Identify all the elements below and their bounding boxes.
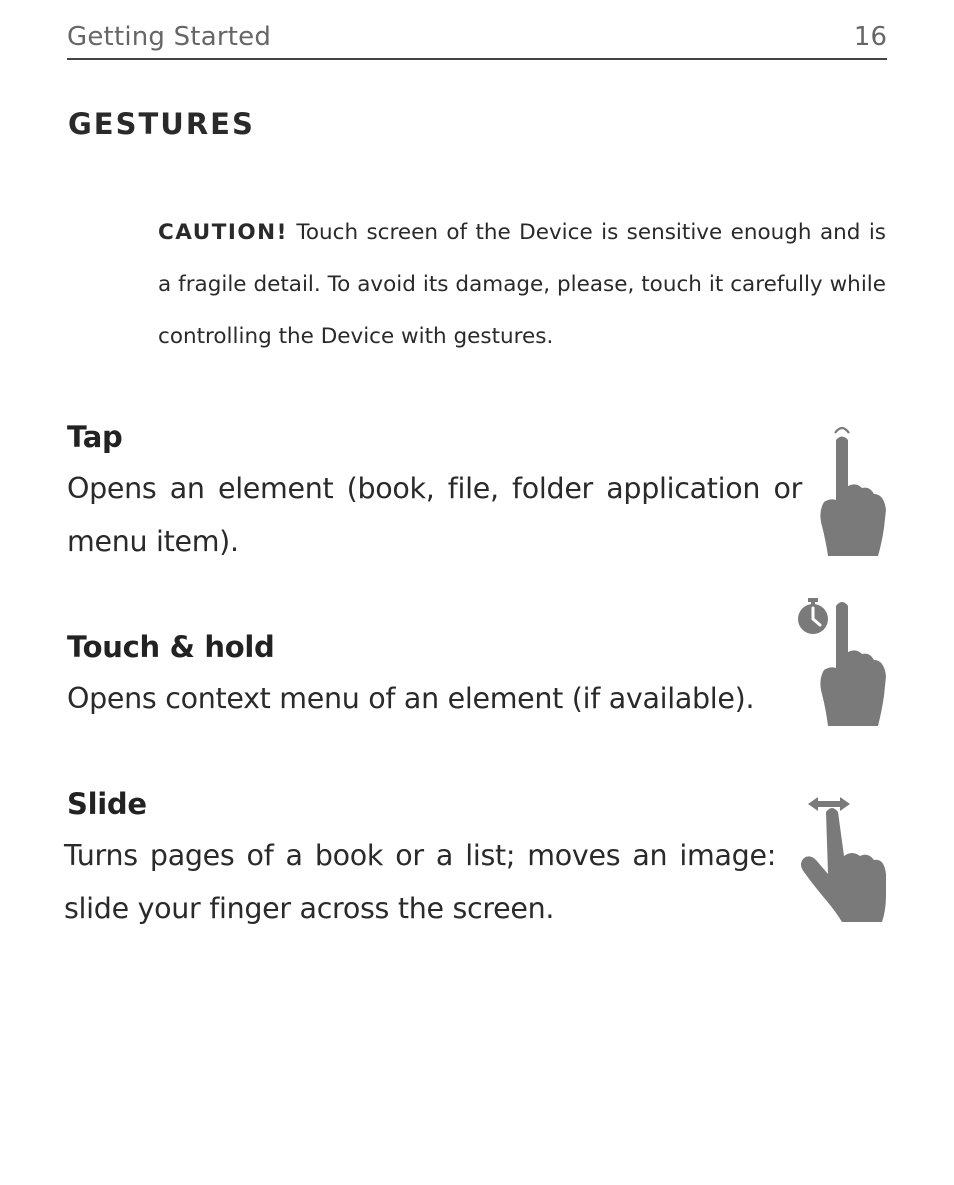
section-heading: GESTURES <box>68 107 255 141</box>
gesture-description: Opens context menu of an element (if available). <box>67 682 755 715</box>
tap-hand-icon <box>818 424 888 558</box>
touch-hold-hand-icon <box>818 598 888 728</box>
gesture-description: Opens an element (book, file, folder application or menu item). <box>67 472 802 558</box>
page-header <box>67 22 887 60</box>
gesture-title: Slide <box>67 787 147 821</box>
chapter-title: Getting Started <box>67 22 272 52</box>
caution-note <box>158 207 886 363</box>
gesture-description: Turns pages of a book or a list; moves an image: slide your finger across the screen. <box>64 839 776 925</box>
slide-hand-icon <box>798 800 888 924</box>
caution-text: Touch screen of the Device is sensitive enough and is a fragile detail. To avoid its damage, please, touch it carefully while controlling the Device with gestures. <box>158 220 886 349</box>
gesture-title: Touch & hold <box>67 630 275 664</box>
page-number: 16 <box>853 22 887 52</box>
caution-label: CAUTION! <box>158 220 288 245</box>
gesture-title: Tap <box>67 420 123 454</box>
